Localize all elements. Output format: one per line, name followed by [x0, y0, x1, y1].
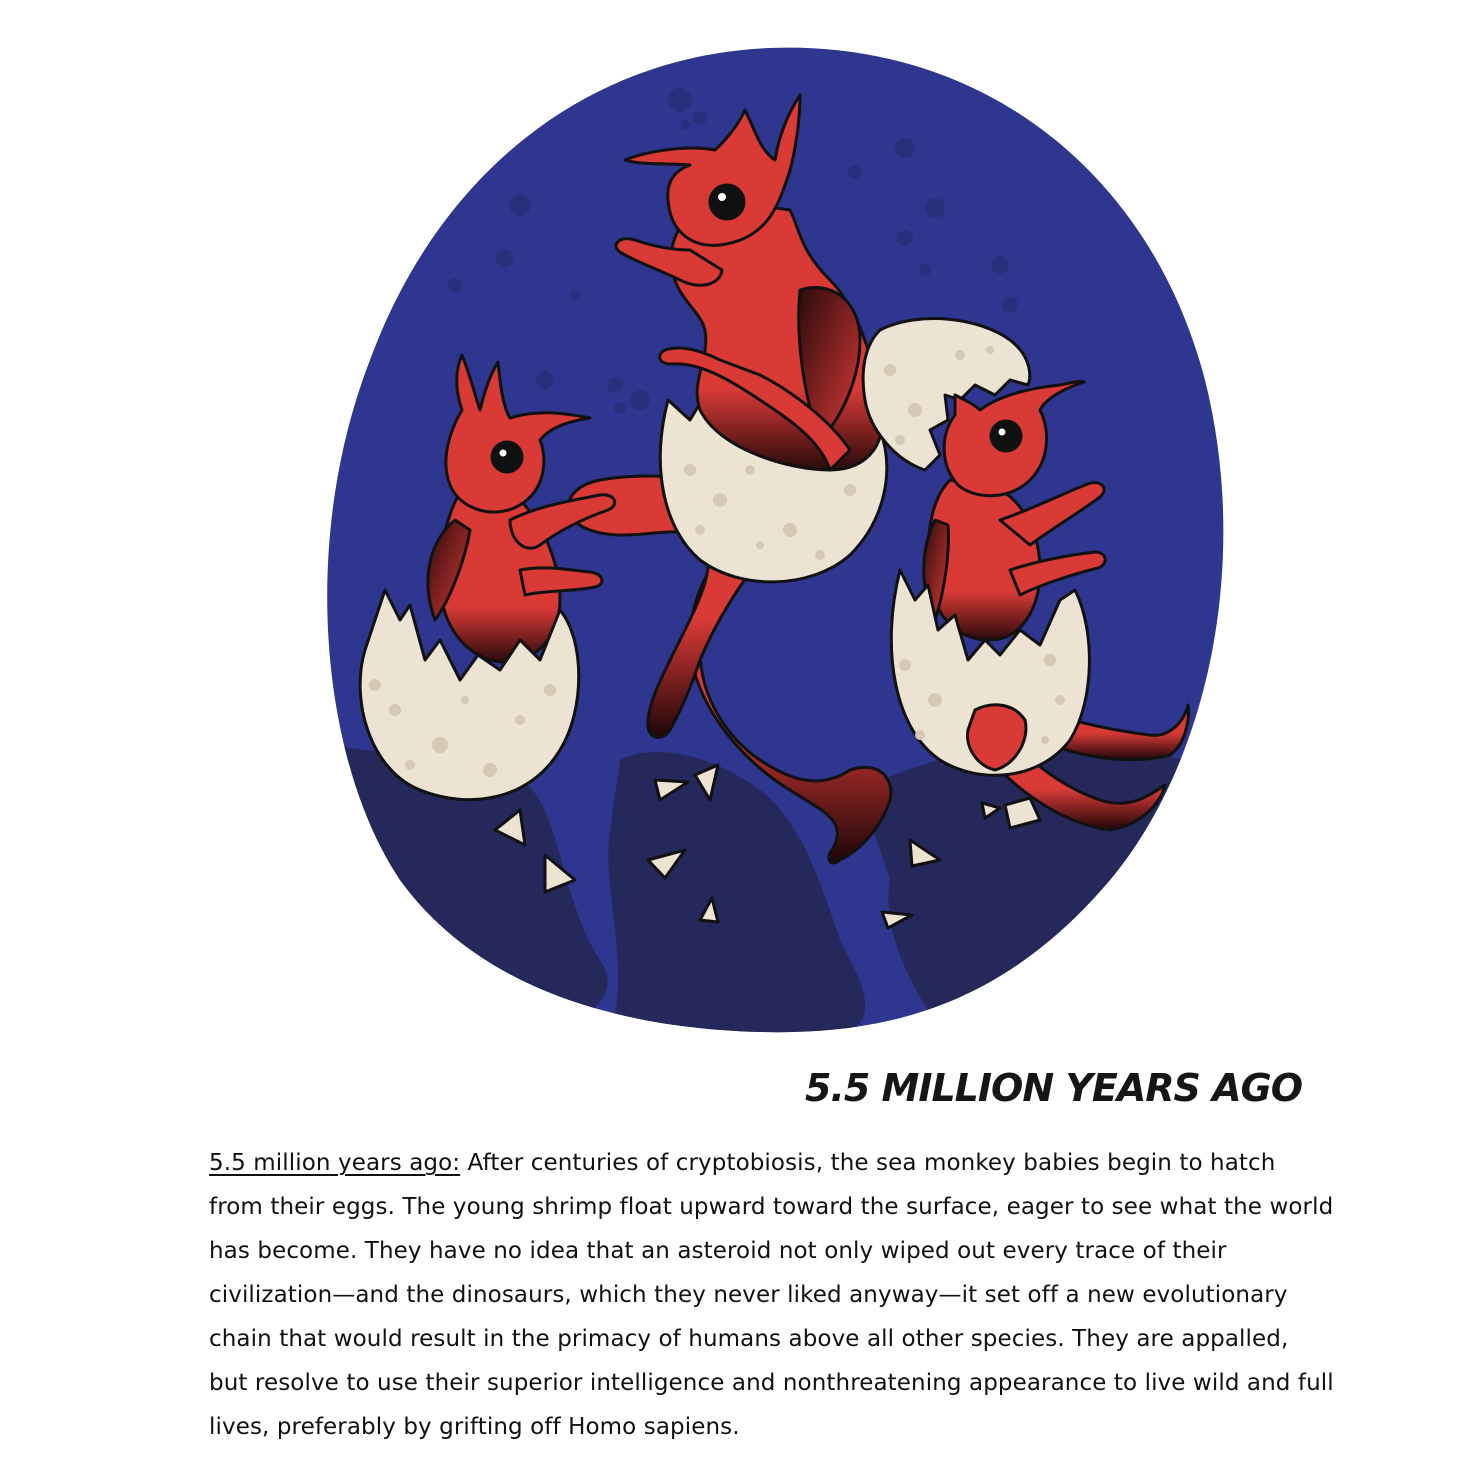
article-paragraph	[209, 1141, 1334, 1449]
section-heading: 5.5 MILLION YEARS AGO	[804, 1066, 1302, 1110]
article-body-text: After centuries of cryptobiosis, the sea monkey babies begin to hatch from their eggs. The young shrimp float upward toward the surface, eager to see what the world has become. They have no idea that an asteroid not only wiped out every trace of their civilization—and the dinosaurs, which they never liked anyway—it set off a new evolutionary chain that would result in the primacy of humans above all other species. They are appalled, but resolve to use their superior intelligence and nonthreatening appearance to live wild and full lives, preferably by grifting off Homo sapiens.	[209, 1150, 1334, 1440]
date-link[interactable]: 5.5 million years ago:	[209, 1150, 461, 1176]
